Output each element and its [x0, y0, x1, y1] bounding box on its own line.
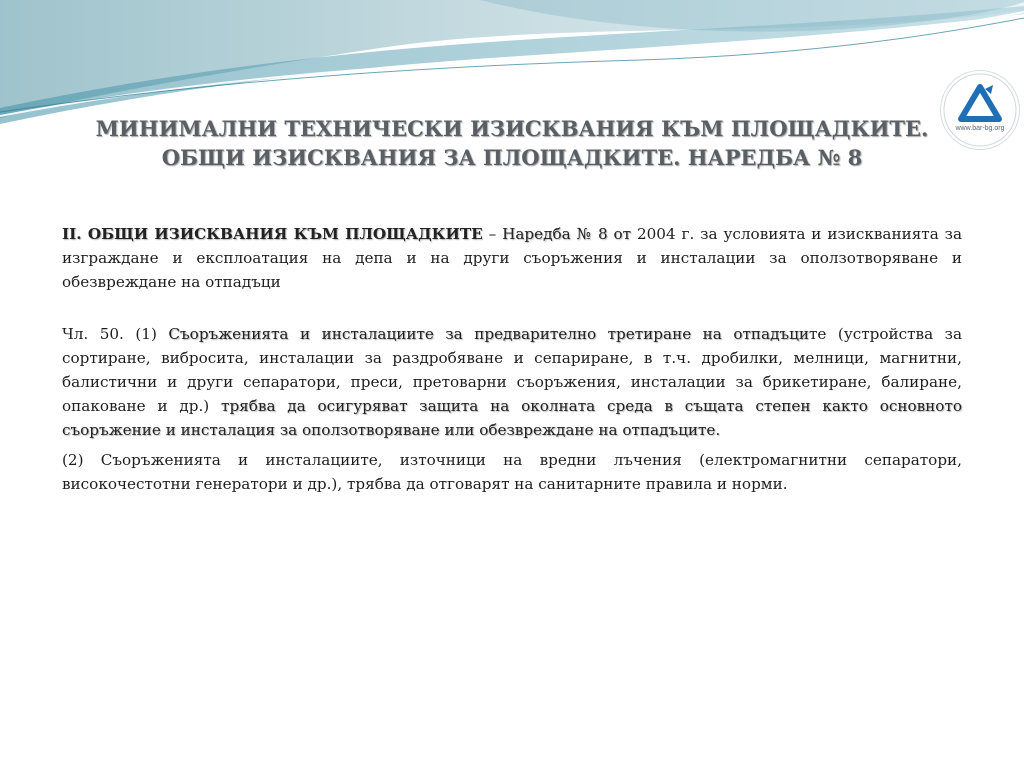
article-prefix: Чл. 50. (1)	[62, 325, 169, 343]
logo-url: www.bar-bg.org	[955, 125, 1005, 132]
title-line-1: МИНИМАЛНИ ТЕХНИЧЕСКИ ИЗИСКВАНИЯ КЪМ ПЛОЩАДКИТЕ.	[95, 116, 929, 141]
article-emphasis-1: Съоръженията и инсталациите за предварително третиране на отпадъци	[168, 325, 809, 343]
document-body	[62, 222, 962, 496]
regulation-reference: Наредба № 8 от	[502, 225, 632, 243]
article-emphasis-2: трябва да осигуряват защита на околната среда в същата степен както основното съоръжение и инсталация за оползотворяване или обезвреждане на отпадъците.	[62, 397, 962, 439]
page-title	[60, 114, 964, 172]
paragraph-intro-text: 2004 г. за условията и изискванията за изграждане и експлоатация на депа и на други съоръжения и инсталации за оползотворяване и обезвреждане на отпадъци	[62, 225, 962, 291]
paragraph-article-50-2: (2) Съоръженията и инсталациите, източници на вредни лъчения (електромагнитни сепаратори, високочестотни генератори и др.), трябва да отговарят на санитарните правила и норми.	[62, 451, 962, 493]
heading-dash: –	[482, 225, 503, 243]
article-middle-text: те (устройства за сортиране, вибросита, инсталации за раздробяване и сепариране, в т.ч. дробилки, мелници, магнитни, балистични и други сепаратори, преси, претоварни съоръжения, инсталации за брикетиране, балиране, опаковане и др.)	[62, 325, 963, 415]
title-line-2: ОБЩИ ИЗИСКВАНИЯ ЗА ПЛОЩАДКИТЕ. НАРЕДБА № 8	[161, 145, 863, 170]
paragraph-article-50-1	[62, 322, 962, 442]
paragraph-intro	[62, 222, 962, 294]
section-heading: II. ОБЩИ ИЗИСКВАНИЯ КЪМ ПЛОЩАДКИТЕ	[62, 225, 483, 243]
